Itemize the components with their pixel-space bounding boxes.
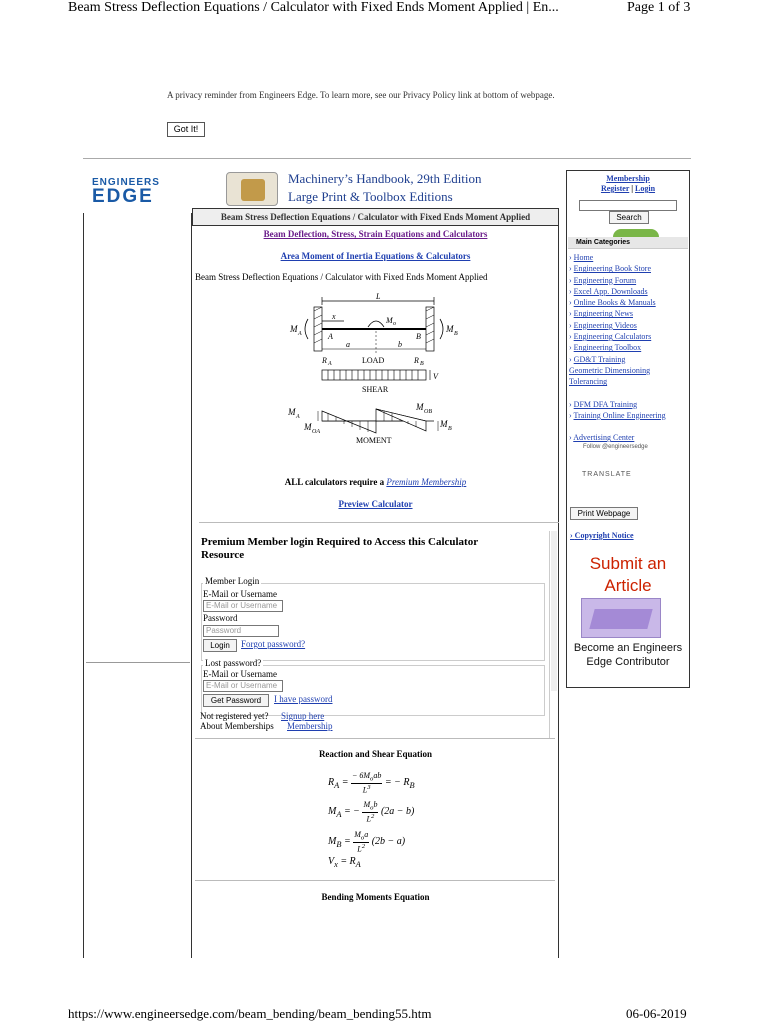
- label-L: L: [376, 293, 381, 301]
- about-memberships-text: About Memberships: [200, 721, 274, 731]
- svg-text:B: B: [454, 331, 458, 337]
- category-item[interactable]: › Training Online Engineering: [569, 410, 666, 420]
- svg-text:A: A: [296, 414, 300, 420]
- all-calculators-text: ALL calculators require a: [284, 477, 385, 487]
- category-item[interactable]: Geometric Dimensioning Tolerancing: [569, 365, 651, 387]
- password-input[interactable]: Password: [203, 625, 279, 637]
- logo-line-2: EDGE: [92, 186, 154, 207]
- label-RB: R: [414, 356, 419, 365]
- scrollbar-thumb[interactable]: [551, 531, 557, 691]
- follow-twitter-link[interactable]: Follow @engineersedge: [583, 444, 648, 450]
- category-item[interactable]: › Engineering Videos: [569, 320, 637, 330]
- label-RA: R: [322, 356, 327, 365]
- preview-calculator-link[interactable]: Preview Calculator: [338, 499, 413, 509]
- submit-article-heading[interactable]: Submit an Article: [589, 554, 667, 595]
- page-heading: Beam Stress Deflection Equations / Calculator with Fixed Ends Moment Applied: [195, 272, 488, 282]
- category-item[interactable]: › DFM DFA Training: [569, 399, 638, 409]
- section-divider: [195, 738, 555, 739]
- all-calculators-notice: [192, 477, 559, 487]
- engineers-edge-logo[interactable]: [92, 177, 184, 207]
- become-contributor-text[interactable]: Become an Engineers Edge Contributor: [573, 642, 683, 668]
- label-load: LOAD: [362, 356, 385, 365]
- label-a: a: [346, 340, 350, 349]
- search-input[interactable]: [579, 200, 677, 211]
- label-MOB: M: [416, 402, 424, 412]
- member-links: Membership Register | Login: [600, 174, 656, 193]
- label-MB-moment: M: [440, 419, 448, 429]
- print-webpage-button[interactable]: Print Webpage: [570, 507, 638, 520]
- handbook-image: [226, 172, 278, 206]
- login-link[interactable]: Login: [635, 184, 656, 193]
- label-B: B: [416, 332, 421, 341]
- label-b: b: [398, 340, 402, 349]
- category-item[interactable]: › Advertising Center: [569, 433, 635, 443]
- label-V: V: [433, 372, 438, 381]
- premium-membership-link[interactable]: Premium Membership: [386, 477, 467, 487]
- got-it-button[interactable]: Got It!: [167, 122, 205, 137]
- divider: [83, 158, 691, 159]
- register-link[interactable]: Register: [600, 184, 630, 193]
- login-required-title: Premium Member login Required to Access this Calculator Resource: [201, 536, 478, 561]
- forgot-password-link[interactable]: Forgot password?: [241, 639, 306, 649]
- lost-password-legend: Lost password?: [205, 658, 262, 668]
- right-sidebar: [566, 170, 690, 688]
- label-Mo: M: [386, 316, 393, 325]
- label-MA-moment: M: [288, 407, 296, 417]
- member-login-frame: [199, 522, 559, 740]
- area-moment-inertia-link[interactable]: Area Moment of Inertia Equations & Calculators: [280, 251, 471, 261]
- main-content: [192, 208, 559, 958]
- equation-mb: $M_B$ = $\frac{M_oa}{L^2}$ (2b − a): [328, 830, 406, 854]
- password-label: Password: [203, 613, 238, 623]
- logo-line-1: ENGINEERS: [92, 177, 160, 188]
- category-item[interactable]: › Engineering News: [569, 309, 633, 319]
- article-book-image[interactable]: [581, 598, 661, 638]
- label-x: x: [332, 312, 336, 321]
- svg-text:A: A: [328, 361, 332, 367]
- login-button[interactable]: Login: [203, 639, 237, 652]
- category-item[interactable]: › Engineering Calculators: [569, 332, 652, 342]
- print-header: [0, 0, 768, 24]
- page-header-bar: Beam Stress Deflection Equations / Calculator with Fixed Ends Moment Applied: [192, 208, 559, 226]
- decorative-arc: [613, 229, 659, 237]
- label-shear: SHEAR: [362, 385, 389, 394]
- label-MB: M: [446, 324, 454, 334]
- copyright-notice-link[interactable]: › Copyright Notice: [570, 531, 634, 540]
- category-list: [569, 252, 689, 443]
- not-registered-text: Not registered yet?: [200, 711, 269, 721]
- category-item[interactable]: › Online Books & Manuals: [569, 298, 656, 308]
- category-item[interactable]: › Engineering Forum: [569, 275, 637, 285]
- membership-link[interactable]: Membership: [287, 721, 333, 731]
- label-moment: MOMENT: [356, 436, 392, 445]
- login-frame-scrollbar[interactable]: [549, 531, 557, 739]
- print-page-url: https://www.engineersedge.com/beam_bending/beam_bending55.htm: [68, 1006, 432, 1021]
- signup-link[interactable]: Signup here: [281, 711, 325, 721]
- category-item[interactable]: › GD&T Training: [569, 354, 626, 364]
- category-item[interactable]: › Excel App. Downloads: [569, 286, 648, 296]
- email-label: E-Mail or Username: [203, 589, 277, 599]
- email-input[interactable]: E-Mail or Username: [203, 600, 283, 612]
- search-button[interactable]: Search: [609, 211, 649, 224]
- equation-ma: $M_A$ = − $\frac{M_ob}{L^2}$ (2a − b): [328, 800, 415, 824]
- print-page-number: Page 1 of 3: [627, 0, 691, 15]
- label-MOA: M: [304, 422, 312, 432]
- label-MA: M: [290, 324, 298, 334]
- lost-email-label: E-Mail or Username: [203, 669, 277, 679]
- translate-widget[interactable]: TRANSLATE: [582, 471, 632, 478]
- label-A: A: [328, 332, 333, 341]
- category-item[interactable]: › Home: [569, 253, 594, 262]
- svg-text:o: o: [393, 321, 396, 327]
- category-item[interactable]: › Engineering Book Store: [569, 264, 651, 274]
- section-divider: [195, 880, 555, 881]
- equation-vx: $V_x = R_A$: [328, 856, 361, 869]
- main-categories-header: Main Categories: [568, 237, 688, 249]
- svg-text:OA: OA: [312, 429, 320, 435]
- left-column-divider: [86, 662, 190, 663]
- beam-deflection-link[interactable]: Beam Deflection, Stress, Strain Equations and Calculators: [263, 229, 488, 239]
- member-login-legend: Member Login: [205, 576, 260, 586]
- left-column: [83, 213, 192, 958]
- category-item[interactable]: › Engineering Toolbox: [569, 343, 642, 353]
- banner-line-1: Machinery’s Handbook, 29th Edition: [288, 171, 482, 186]
- privacy-reminder: A privacy reminder from Engineers Edge. To learn more, see our Privacy Policy link at bottom of webpage.: [167, 90, 555, 100]
- have-password-link[interactable]: I have password: [274, 694, 333, 704]
- reaction-shear-title: Reaction and Shear Equation: [318, 749, 433, 759]
- bending-moments-title: Bending Moments Equation: [321, 892, 430, 902]
- get-password-button[interactable]: Get Password: [203, 694, 269, 707]
- print-date: 06-06-2019: [626, 1006, 687, 1021]
- svg-text:OB: OB: [424, 409, 432, 415]
- svg-text:B: B: [420, 361, 424, 367]
- lost-email-input[interactable]: E-Mail or Username: [203, 680, 283, 692]
- beam-diagram: [288, 293, 458, 468]
- membership-link-sidebar[interactable]: Membership: [606, 174, 650, 183]
- svg-text:A: A: [298, 331, 302, 337]
- equation-ra: $R_A$ = $\frac{- 6M_oab}{L^3}$ = − $R_B$: [328, 771, 415, 795]
- svg-text:B: B: [448, 426, 452, 432]
- machinery-handbook-banner[interactable]: [226, 170, 556, 208]
- print-page-title: Beam Stress Deflection Equations / Calculator with Fixed Ends Moment Applied | En...: [68, 0, 559, 15]
- banner-line-2: Large Print & Toolbox Editions: [288, 189, 453, 204]
